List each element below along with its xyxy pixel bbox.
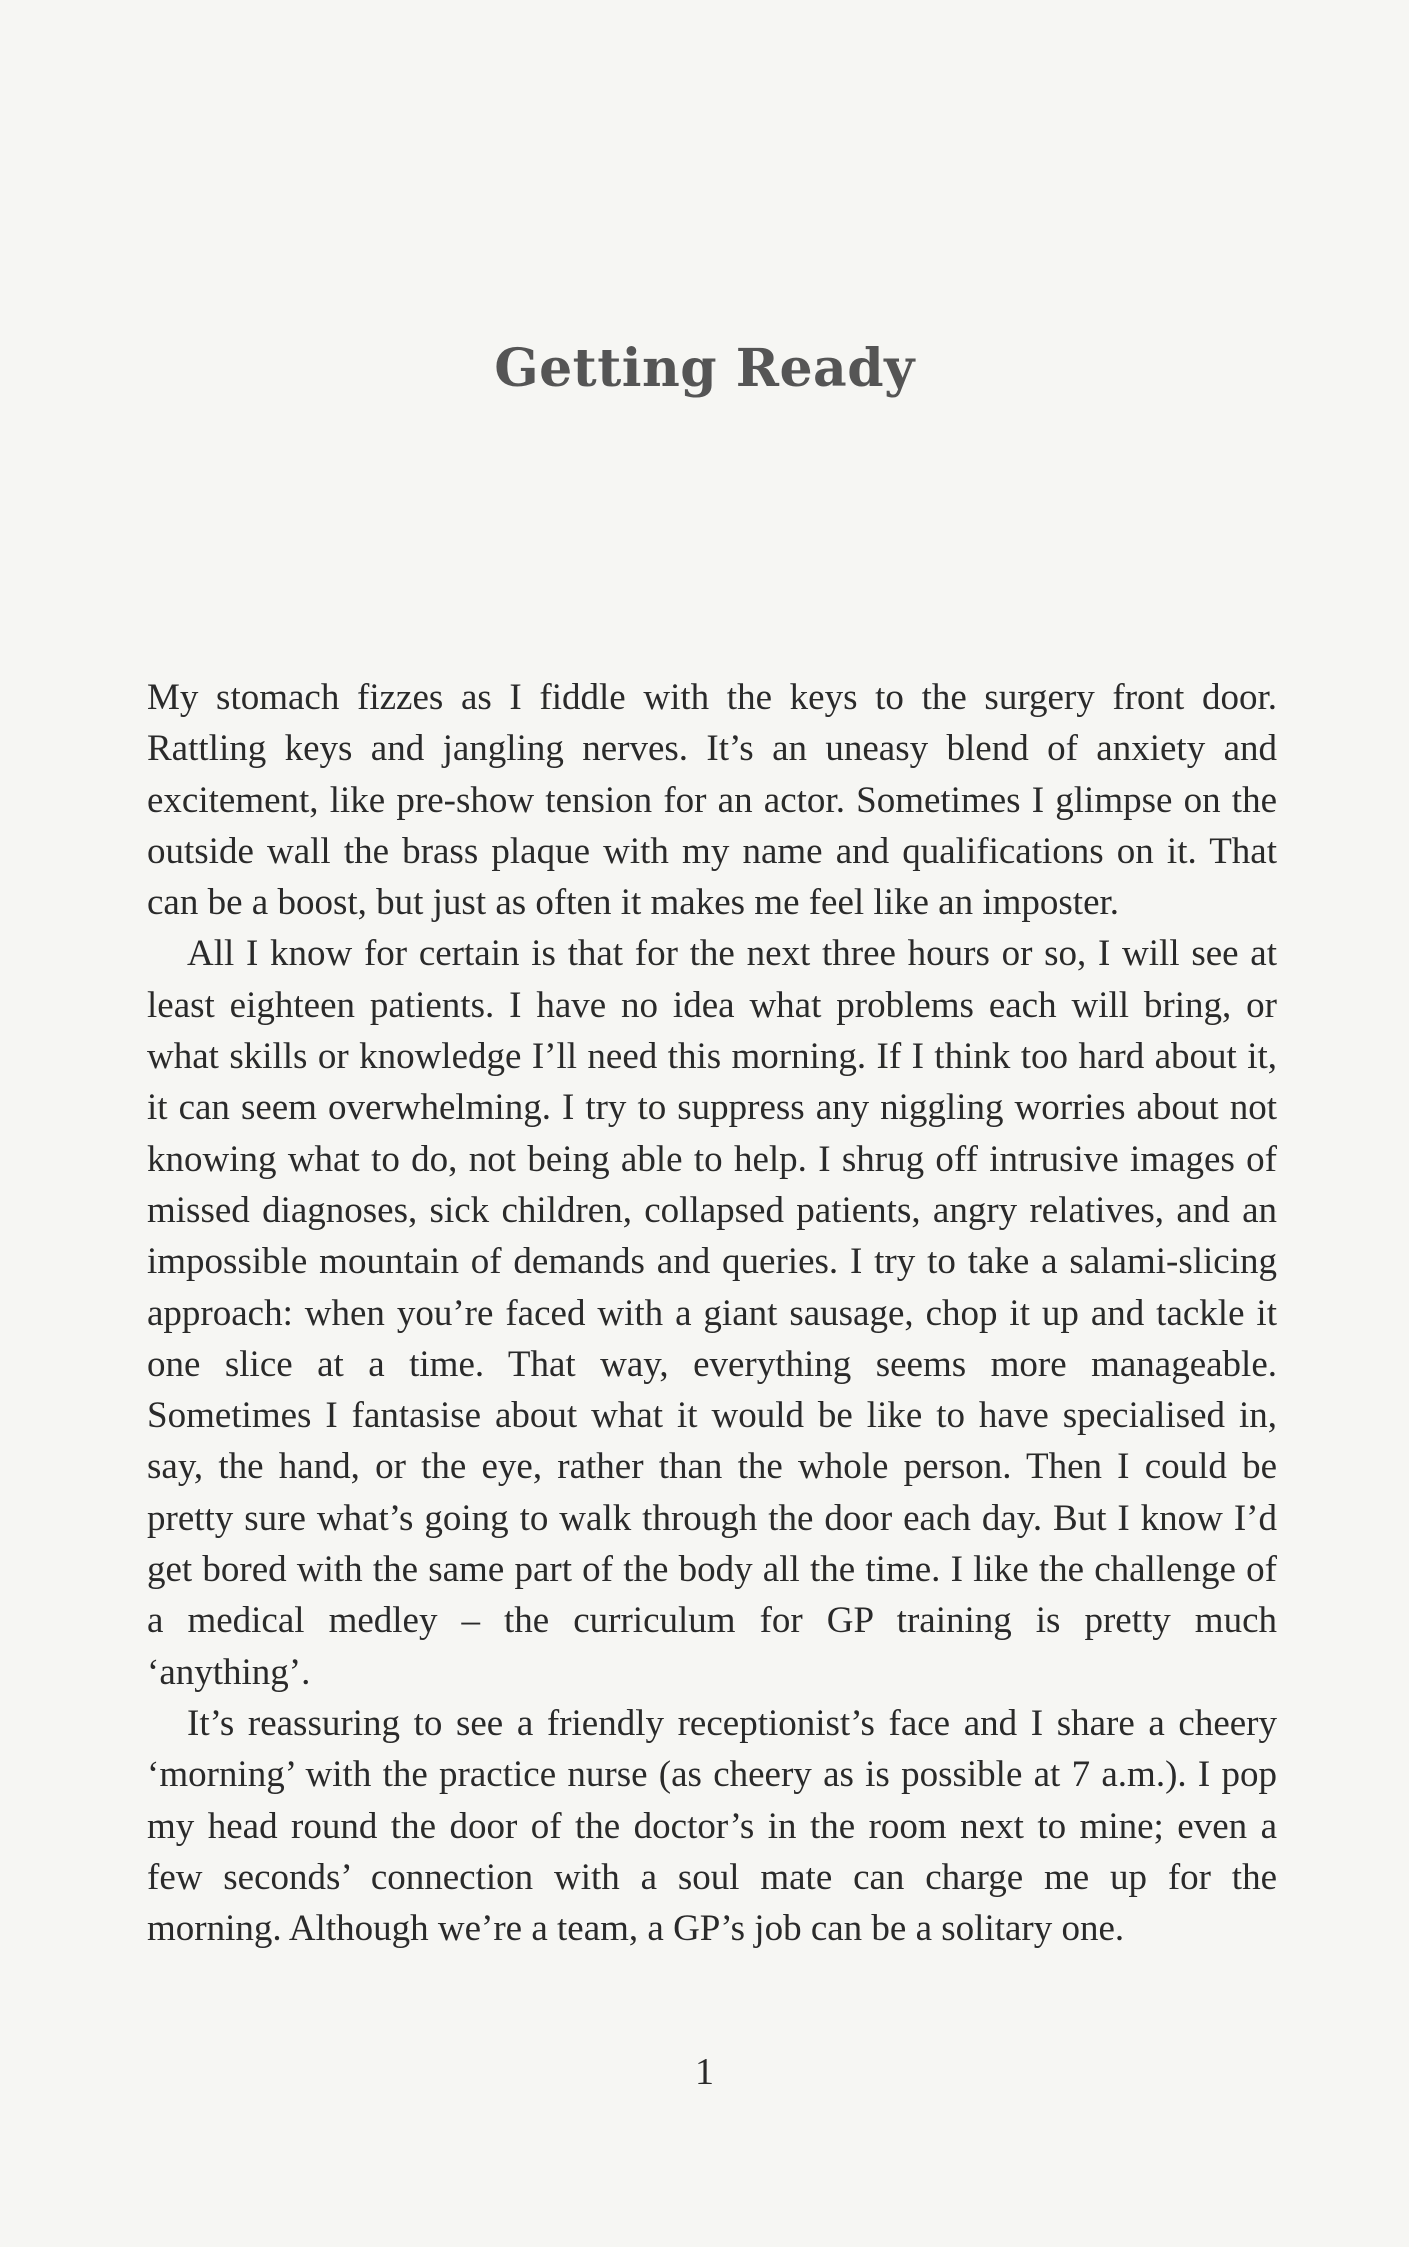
- paragraph-2: All I know for certain is that for the next three hours or so, I will see at least eighteen patients. I have no idea what problems each will bring, or what skills or knowledge I’ll need this morning. If I think too hard about it, it can seem overwhelming. I try to suppress any niggling worries about not knowing what to do, not being able to help. I shrug off intrusive images of missed diagnoses, sick children, collapsed patients, angry relatives, and an impossible mountain of demands and queries. I try to take a salami-slicing approach: when you’re faced with a giant sausage, chop it up and tackle it one slice at a time. That way, everything seems more manageable. Sometimes I fantasise about what it would be like to have specialised in, say, the hand, or the eye, rather than the whole person. Then I could be pretty sure what’s going to walk through the door each day. But I know I’d get bored with the same part of the body all the time. I like the challenge of a medical medley – the curriculum for GP training is pretty much ‘anything’.: [147, 933, 1277, 1693]
- paragraph-1: My stomach fizzes as I fiddle with the keys to the surgery front door. Rattling keys and jangling nerves. It’s an uneasy blend of anxiety and excitement, like pre-show tension for an actor. Sometimes I glimpse on the outside wall the brass plaque with my name and qualifications on it. That can be a boost, but just as often it makes me feel like an imposter.: [147, 677, 1277, 924]
- chapter-title: Getting Ready: [494, 338, 915, 399]
- chapter-body: [147, 672, 1277, 1954]
- paragraph-3: It’s reassuring to see a friendly receptionist’s face and I share a cheery ‘morning’ with the practice nurse (as cheery as is possible at 7 a.m.). I pop my head round the door of the doctor’s in the room next to mine; even a few seconds’ connection with a soul mate can charge me up for the morning. Although we’re a team, a GP’s job can be a solitary one.: [147, 1702, 1277, 1950]
- page-number: 1: [695, 2051, 714, 2093]
